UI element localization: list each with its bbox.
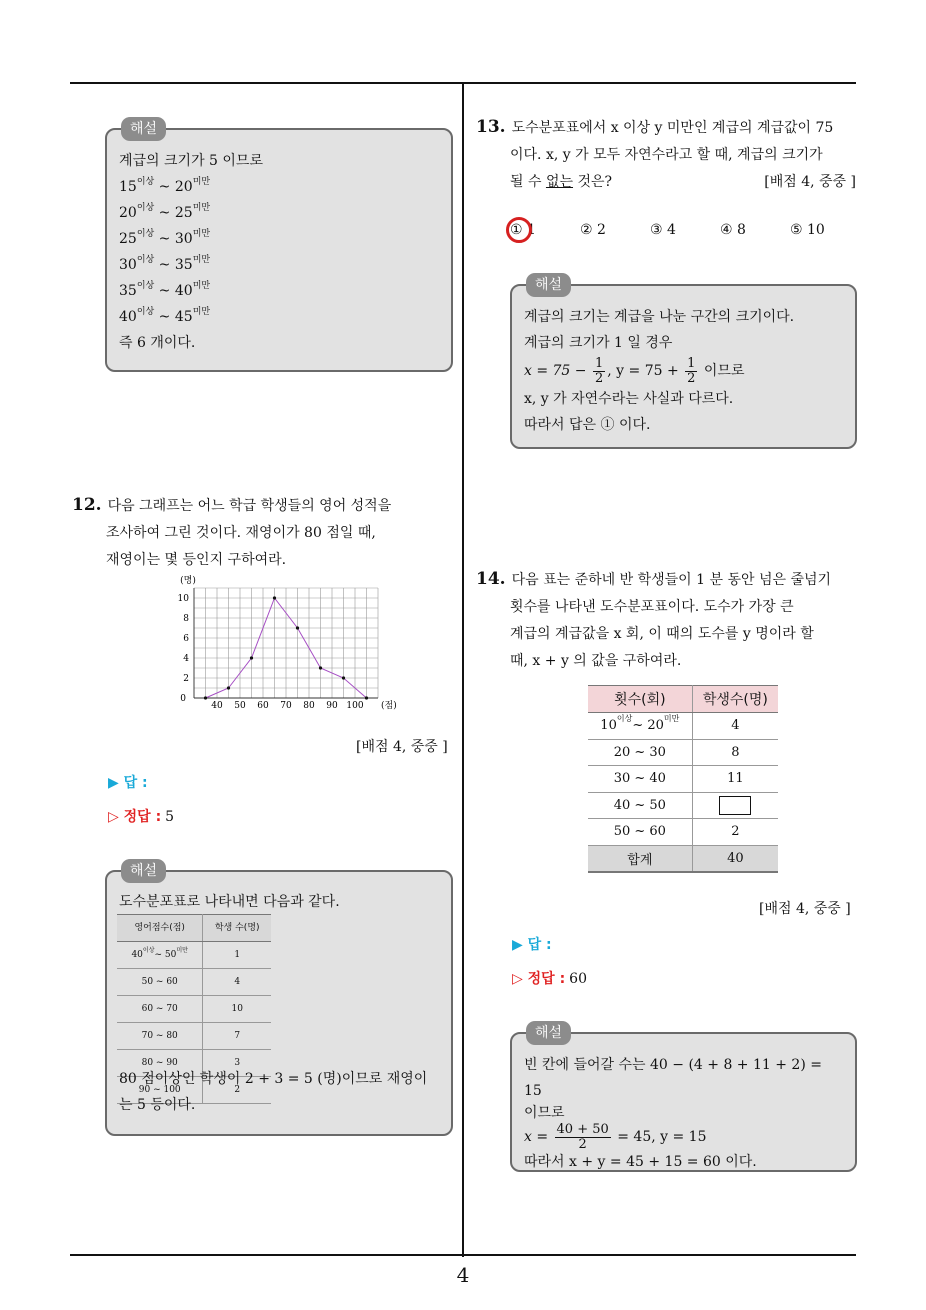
correct-answer-line — [108, 806, 174, 826]
solution-tag: 해설 — [121, 859, 166, 883]
question-text-line: 때, x + y 의 값을 구하여라. — [510, 653, 682, 669]
range-sup: 이상 — [136, 177, 155, 187]
range-tilde: ~ — [154, 231, 175, 247]
range-sup: 이상 — [136, 255, 155, 265]
question-text-fragment: 될 수 — [510, 174, 546, 190]
y-tick-label: 8 — [183, 614, 189, 624]
range-start: 25 — [119, 231, 137, 247]
selected-circle-mark — [506, 217, 532, 243]
fraction-denominator: 2 — [687, 370, 696, 386]
correct-answer-label: ▷ 정답 : — [108, 809, 162, 825]
solution-conclusion-line: 80 점이상인 학생이 2 + 3 = 5 (명)이므로 재영이 — [119, 1071, 428, 1087]
table-cell: 30 ~ 40 — [588, 766, 692, 793]
question-14 — [476, 566, 861, 675]
table-total-row — [588, 845, 778, 872]
choice-label: ③ 4 — [650, 222, 676, 238]
table-header: 영어점수(점) — [117, 915, 203, 942]
data-point — [204, 696, 207, 699]
range-end: 35 — [174, 257, 193, 273]
table-cell: $40^{이상}\sim$ $50^{미만}$ — [117, 942, 203, 969]
table-cell: 50 ~ 60 — [588, 819, 692, 846]
range-start: 20 — [119, 205, 137, 221]
line-chart — [176, 574, 406, 714]
page-number: 4 — [456, 1263, 470, 1287]
answer-line — [108, 772, 148, 792]
solution-conclusion: 즉 6 개이다. — [119, 335, 196, 351]
question-text-line: 계급의 계급값을 x 회, 이 때의 도수를 y 명이라 할 — [510, 626, 814, 642]
y-tick-label: 4 — [183, 654, 189, 664]
question-number: 14. — [476, 569, 506, 589]
question-text-line: 횟수를 나타낸 도수분포표이다. 도수가 가장 큰 — [510, 599, 794, 615]
correct-answer-value: 60 — [569, 971, 587, 987]
equation-part: x = 75 − — [524, 363, 587, 379]
bottom-rule — [70, 1254, 856, 1256]
range-tilde: ~ — [154, 309, 175, 325]
correct-answer-value: 5 — [165, 809, 175, 825]
table-row — [117, 969, 271, 996]
range-end: 20 — [174, 179, 193, 195]
range-sup: 이상 — [136, 281, 155, 291]
x-tick-label: 60 — [257, 701, 269, 711]
equation-part: x = — [524, 1129, 549, 1145]
range-sup: 미만 — [192, 203, 211, 213]
fraction-numerator: 1 — [687, 355, 696, 371]
table-cell: 7 — [203, 1023, 271, 1050]
y-tick-label: 6 — [183, 634, 189, 644]
correct-answer-line — [512, 968, 587, 988]
solution-box-q11 — [105, 121, 453, 372]
table-cell: 2 — [692, 819, 778, 846]
answer-label: ▶ 답 : — [108, 775, 148, 791]
answer-label: ▶ 답 : — [512, 937, 552, 953]
x-tick-label: 40 — [211, 701, 223, 711]
correct-answer-label: ▷ 정답 : — [512, 971, 566, 987]
table-cell: 1 — [203, 942, 271, 969]
class-range — [119, 174, 439, 200]
table-row — [588, 792, 778, 819]
origin-label: 0 — [180, 694, 186, 704]
range-sup: 이상 — [136, 307, 155, 317]
choice-3[interactable] — [650, 222, 720, 238]
table-cell: 80 ~ 90 — [117, 1050, 203, 1077]
solution-line: 따라서 x + y = 45 + 15 = 60 이다. — [524, 1154, 757, 1170]
table-row — [117, 996, 271, 1023]
table-row — [117, 942, 271, 969]
question-13 — [476, 114, 858, 196]
range-end: 45 — [174, 309, 193, 325]
table-cell: 10 — [203, 996, 271, 1023]
table-cell: 70 ~ 80 — [117, 1023, 203, 1050]
choice-list — [510, 222, 860, 238]
class-range-list — [119, 174, 439, 330]
solution-line: 계급의 크기가 1 일 경우 — [524, 335, 673, 351]
range-start: 15 — [119, 179, 137, 195]
range-tilde: ~ — [154, 283, 175, 299]
solution-box-q12 — [105, 863, 453, 1136]
solution-line: 계급의 크기는 계급을 나눈 구간의 크기이다. — [524, 309, 795, 325]
question-text-fragment: 것은? — [573, 174, 613, 190]
range-tilde: ~ — [154, 205, 175, 221]
range-tilde: ~ — [154, 179, 175, 195]
solution-line: 따라서 답은 ① 이다. — [524, 417, 651, 433]
fraction — [685, 357, 697, 386]
blank-answer-box[interactable] — [719, 796, 751, 815]
table-header: 학생 수(명) — [203, 915, 271, 942]
equation-part: = 45, y = 15 — [617, 1129, 707, 1145]
class-range — [119, 226, 439, 252]
question-text-line — [476, 169, 858, 196]
table-row — [588, 739, 778, 766]
table-cell: 8 — [692, 739, 778, 766]
x-tick-label: 100 — [346, 701, 364, 711]
class-range — [119, 278, 439, 304]
fraction-denominator: 2 — [578, 1136, 587, 1152]
range-sup: 미만 — [192, 177, 211, 187]
y-tick-label: 2 — [183, 674, 189, 684]
data-point — [273, 596, 276, 599]
range-sup: 이상 — [136, 203, 155, 213]
solution-intro: 계급의 크기가 5 이므로 — [119, 153, 263, 169]
class-range — [119, 252, 439, 278]
range-sup: 미만 — [192, 307, 211, 317]
x-tick-label: 70 — [280, 701, 292, 711]
fraction-numerator: 1 — [594, 355, 604, 371]
table-cell: 2 — [203, 1077, 271, 1104]
table-row — [588, 713, 778, 740]
data-point — [296, 626, 299, 629]
table-row — [117, 1023, 271, 1050]
equation-part: 이므로 — [703, 363, 745, 379]
solution-tag: 해설 — [526, 1021, 571, 1045]
choice-1[interactable] — [510, 222, 580, 238]
range-end: 25 — [174, 205, 193, 221]
range-sup: 미만 — [192, 281, 211, 291]
data-point — [227, 686, 230, 689]
solution-line: 빈 칸에 들어갈 수는 40 − (4 + 8 + 11 + 2) = 15 — [524, 1057, 822, 1099]
choice-label: ④ 8 — [720, 222, 746, 238]
fraction-denominator: 2 — [594, 370, 604, 386]
solution-box-q13 — [510, 277, 857, 449]
range-start: 40 — [119, 309, 137, 325]
table-cell — [692, 792, 778, 819]
table-cell: 4 — [692, 713, 778, 740]
solution-tag: 해설 — [526, 273, 571, 297]
table-row — [588, 819, 778, 846]
solution-box-q14 — [510, 1025, 857, 1172]
fraction — [593, 357, 605, 386]
choice-label: ② 2 — [580, 222, 606, 238]
table-cell: 4 — [203, 969, 271, 996]
class-range — [119, 200, 439, 226]
table-cell: 90 ~ 100 — [117, 1077, 203, 1104]
question-text-line: 재영이는 몇 등인지 구하여라. — [106, 552, 287, 568]
class-range — [119, 304, 439, 330]
solution-conclusion-line: 는 5 등이다. — [119, 1097, 196, 1113]
table-cell: 11 — [692, 766, 778, 793]
solution-equation — [524, 1122, 843, 1152]
table-cell: 20 ~ 30 — [588, 739, 692, 766]
range-start: 35 — [119, 283, 137, 299]
range-sup: 이상 — [136, 229, 155, 239]
range-sup: 미만 — [192, 255, 211, 265]
table-row — [588, 766, 778, 793]
solution-tag: 해설 — [121, 117, 166, 141]
x-tick-label: 50 — [234, 701, 246, 711]
x-axis-label: (점) — [381, 701, 397, 711]
score-meta: [배점 4, 중중 ] — [356, 739, 448, 755]
choice-2[interactable] — [580, 222, 650, 238]
question-text-line: 조사하여 그린 것이다. 재영이가 80 점일 때, — [106, 525, 376, 541]
choice-label: ⑤ 10 — [790, 222, 825, 238]
solution-equation — [524, 356, 843, 386]
choice-4[interactable] — [720, 222, 790, 238]
underlined-word: 없는 — [545, 174, 574, 190]
data-point — [365, 696, 368, 699]
table-cell: 40 — [692, 845, 778, 872]
question-number: 12. — [72, 495, 102, 515]
question-number: 13. — [476, 117, 506, 137]
solution-intro: 도수분포표로 나타내면 다음과 같다. — [119, 894, 340, 910]
table-cell: 40 ~ 50 — [588, 792, 692, 819]
question-text-line: 이다. x, y 가 모두 자연수라고 할 때, 계급의 크기가 — [510, 147, 823, 163]
solution-line: 이므로 — [524, 1105, 565, 1121]
table-cell: 50 ~ 60 — [117, 969, 203, 996]
table-header: 학생수(명) — [692, 686, 778, 713]
x-tick-label: 80 — [303, 701, 315, 711]
y-axis-label: (명) — [180, 576, 196, 586]
choice-5[interactable] — [790, 222, 860, 238]
score-meta: [배점 4, 중중 ] — [764, 174, 856, 190]
data-point — [342, 676, 345, 679]
data-point — [250, 656, 253, 659]
range-start: 30 — [119, 257, 137, 273]
question-12 — [72, 492, 457, 574]
question-text-line: 다음 그래프는 어느 학급 학생들의 영어 성적을 — [107, 498, 392, 514]
x-tick-label: 90 — [326, 701, 338, 711]
question-text-line: 다음 표는 준하네 반 학생들이 1 분 동안 넘은 줄넘기 — [511, 572, 832, 588]
table-cell: 3 — [203, 1050, 271, 1077]
table-cell: $10^{이상}\sim$ $20^{미만}$ — [588, 713, 692, 740]
column-divider — [462, 83, 464, 1257]
data-point — [319, 666, 322, 669]
table-cell: 60 ~ 70 — [117, 996, 203, 1023]
frequency-table — [588, 685, 778, 873]
range-end: 30 — [174, 231, 193, 247]
y-tick-label: 10 — [177, 594, 189, 604]
table-header: 횟수(회) — [588, 686, 692, 713]
range-sup: 미만 — [192, 229, 211, 239]
equation-part: , y = 75 + — [607, 363, 679, 379]
fraction-numerator: 40 + 50 — [556, 1121, 609, 1137]
range-end: 40 — [174, 283, 193, 299]
fraction — [555, 1123, 611, 1152]
solution-line: x, y 가 자연수라는 사실과 다르다. — [524, 391, 734, 407]
range-tilde: ~ — [154, 257, 175, 273]
table-cell: 합계 — [588, 845, 692, 872]
score-meta: [배점 4, 중중 ] — [759, 901, 851, 917]
answer-line — [512, 934, 552, 954]
choice-label: ① 1 — [510, 222, 536, 238]
question-text-line: 도수분포표에서 x 이상 y 미만인 계급의 계급값이 75 — [511, 120, 834, 136]
